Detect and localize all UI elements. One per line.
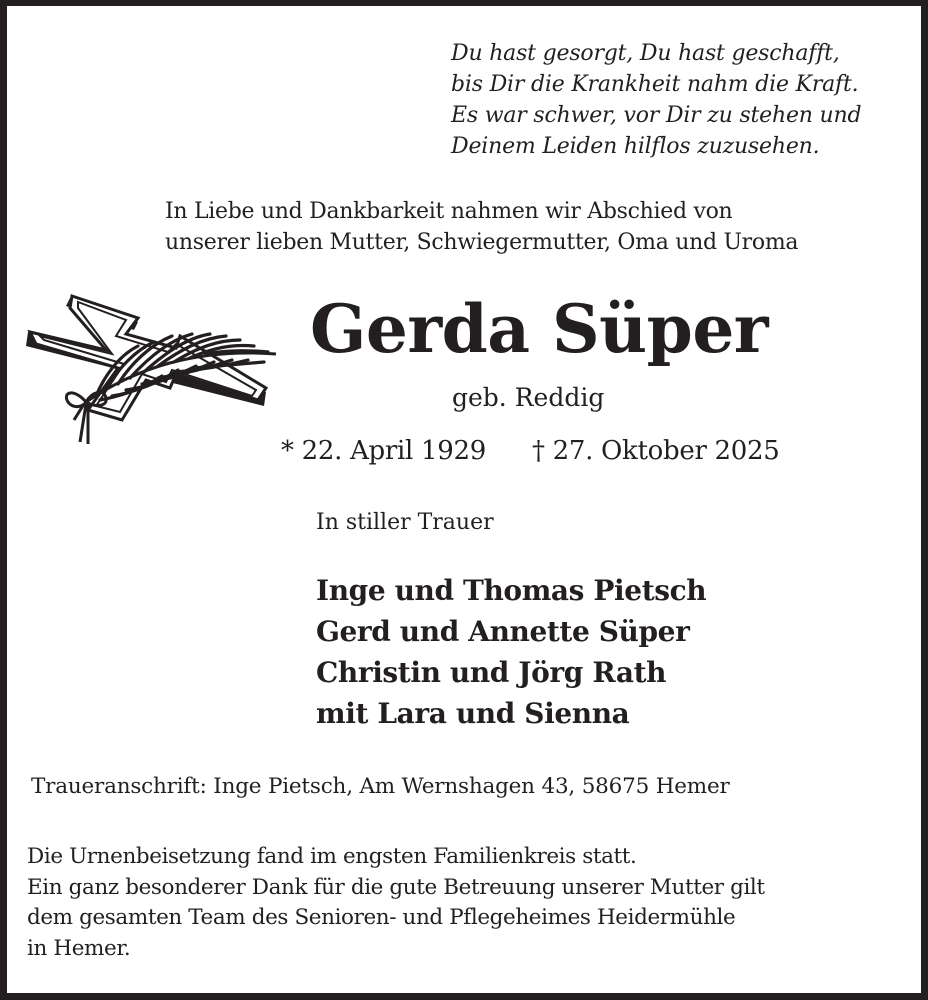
poem-line: Es war schwer, vor Dir zu stehen und	[451, 103, 862, 128]
intro-line: unserer lieben Mutter, Schwiegermutter, Oma und Uroma	[165, 230, 799, 255]
memorial-poem	[451, 38, 861, 162]
deceased-name: Gerda Süper	[310, 290, 769, 368]
closing-line: Ein ganz besonderer Dank für die gute Betreuung unserer Mutter gilt	[27, 874, 765, 900]
closing-line: dem gesamten Team des Senioren- und Pflegeheimes Heidermühle	[27, 905, 736, 930]
mourning-label: In stiller Trauer	[316, 510, 494, 535]
closing-line: Die Urnenbeisetzung fand im engsten Familienkreis statt.	[27, 844, 637, 869]
farewell-intro	[165, 196, 798, 258]
family-member: Inge und Thomas Pietsch	[316, 574, 707, 607]
family-list	[316, 570, 706, 734]
poem-line: Deinem Leiden hilflos zuzusehen.	[451, 134, 820, 159]
mourning-address: Traueranschrift: Inge Pietsch, Am Wernshagen 43, 58675 Hemer	[31, 774, 730, 799]
poem-line: Du hast gesorgt, Du hast geschafft,	[451, 41, 840, 66]
closing-note	[27, 842, 765, 964]
closing-line: in Hemer.	[27, 935, 131, 961]
birth-date: * 22. April 1929	[281, 436, 486, 466]
intro-line: In Liebe und Dankbarkeit nahmen wir Abschied von	[165, 199, 733, 224]
family-member: Gerd und Annette Süper	[316, 615, 690, 648]
poem-line: bis Dir die Krankheit nahm die Kraft.	[451, 72, 859, 97]
life-dates	[281, 433, 780, 469]
cross-with-palm-branch-icon	[26, 292, 278, 448]
family-member: Christin und Jörg Rath	[316, 656, 667, 689]
birth-name: geb. Reddig	[452, 383, 605, 412]
death-date: † 27. Oktober 2025	[531, 436, 780, 466]
family-member: mit Lara und Sienna	[316, 697, 630, 730]
